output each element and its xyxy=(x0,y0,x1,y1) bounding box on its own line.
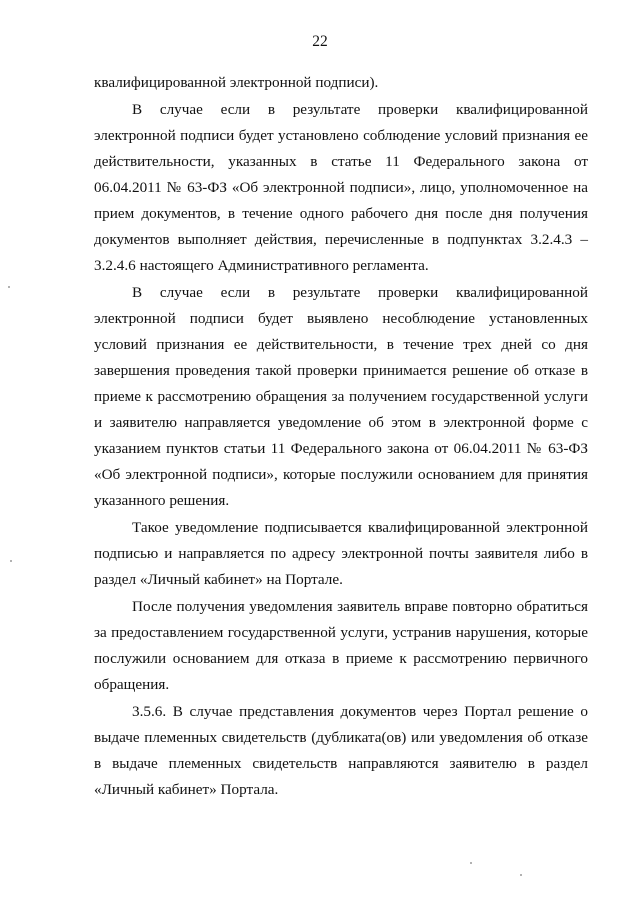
scan-artifact xyxy=(8,286,10,288)
paragraph-repeat-request: После получения уведомления заявитель вправе повторно обратиться за предоставлением государственной услуги, устранив нарушения, которые послужили основанием для отказа в приеме к рассмотрению первичного обращения. xyxy=(94,598,588,693)
paragraph-continuation: квалифицированной электронной подписи). xyxy=(94,74,379,91)
page-number: 22 xyxy=(312,33,328,50)
paragraph-signature-valid: В случае если в результате проверки квалифицированной электронной подписи будет установлено соблюдение условий признания ее действительности, указанных в статье 11 Федерального закона от 06.04.2011 № 63-ФЗ «Об электронной подписи», лицо, уполномоченное на прием документов, в течение одного рабочего дня после дня получения документов выполняет действия, перечисленные в подпунктах 3.2.4.3 –3.2.4.6 настоящего Административного регламента. xyxy=(94,101,588,274)
scan-artifact xyxy=(520,874,522,876)
paragraph-notification-signed: Такое уведомление подписывается квалифицированной электронной подписью и направляется по адресу электронной почты заявителя либо в раздел «Личный кабинет» на Портале. xyxy=(94,519,588,588)
scan-artifact xyxy=(10,560,12,562)
document-body xyxy=(94,70,588,803)
scan-artifact xyxy=(470,862,472,864)
paragraph-signature-invalid: В случае если в результате проверки квалифицированной электронной подписи будет выявлено несоблюдение установленных условий признания ее действительности, в течение трех дней со дня завершения проведения такой проверки принимается решение об отказе в приеме к рассмотрению обращения за получением государственной услуги и заявителю направляется уведомление об этом в электронной форме с указанием пунктов статьи 11 Федерального закона от 06.04.2011 № 63-ФЗ «Об электронной подписи», которые послужили основанием для принятия указанного решения. xyxy=(94,284,588,509)
paragraph-3-5-6: 3.5.6. В случае представления документов через Портал решение о выдаче племенных свидетельств (дубликата(ов) или уведомления об отказе в выдаче племенных свидетельств направляются заявителю в раздел «Личный кабинет» Портала. xyxy=(94,703,588,798)
